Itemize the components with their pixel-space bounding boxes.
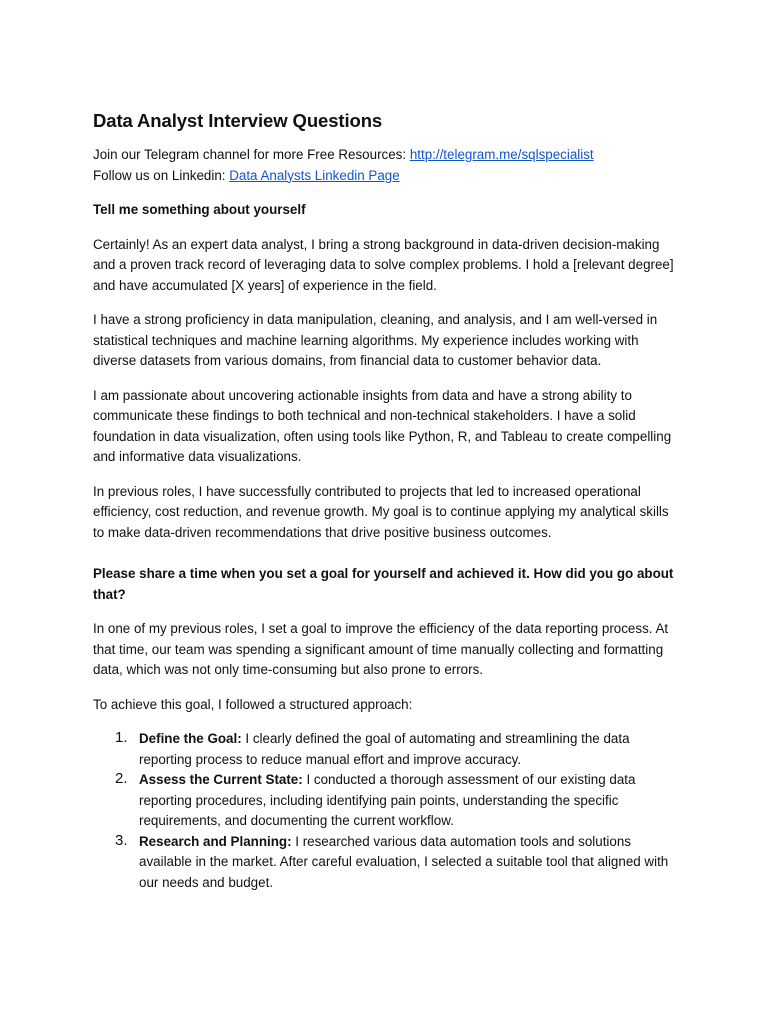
approach-steps-list (93, 729, 683, 893)
step-number: 2. (115, 770, 128, 787)
telegram-line (93, 145, 683, 166)
question-2-paragraph: In one of my previous roles, I set a goal to improve the efficiency of the data reporting process. At that time, our team was spending a significant amount of time manually collecting and formatting data, which was not only time-consuming but also prone to errors. (93, 621, 669, 677)
question-2-paragraph: To achieve this goal, I followed a structured approach: (93, 696, 413, 712)
step-number: 3. (115, 831, 128, 849)
linkedin-link[interactable]: Data Analysts Linkedin Page (229, 167, 400, 183)
list-item (93, 729, 683, 770)
linkedin-line (93, 166, 683, 187)
step-label: Define the Goal: (139, 731, 242, 746)
step-number: 1. (115, 729, 128, 746)
question-1-paragraph: Certainly! As an expert data analyst, I bring a strong background in data-driven decision-making and a proven track record of leveraging data to solve complex problems. I hold a [relevant degree] and have accumulated [X years] of experience in the field. (93, 236, 674, 293)
step-text: I conducted a thorough assessment of our existing data reporting procedures, including identifying pain points, understanding the specific requirements, and documenting the current workflow. (139, 772, 636, 828)
step-text: I clearly defined the goal of automating and streamlining the data reporting process to reduce manual effort and improve accuracy. (139, 731, 630, 767)
telegram-prefix: Join our Telegram channel for more Free Resources: (93, 147, 410, 162)
step-label: Research and Planning: (139, 833, 292, 849)
question-1-paragraph: I am passionate about uncovering actionable insights from data and have a strong ability to communicate these findings to both technical and non-technical stakeholders. I have a solid foundation in data visualization, often using tools like Python, R, and Tableau to create compelling and informative data visualizations. (93, 387, 672, 464)
document-page (93, 108, 683, 893)
question-1-heading: Tell me something about yourself (93, 202, 306, 217)
list-item (93, 770, 683, 832)
document-title: Data Analyst Interview Questions (93, 110, 383, 131)
telegram-link[interactable]: http://telegram.me/sqlspecialist (409, 147, 594, 162)
linkedin-prefix: Follow us on Linkedin: (93, 167, 230, 183)
question-2-heading: Please share a time when you set a goal for yourself and achieved it. How did you go about that? (93, 566, 674, 602)
question-1-paragraph: In previous roles, I have successfully contributed to projects that led to increased operational efficiency, cost reduction, and revenue growth. My goal is to continue applying my analytical skills to make data-driven recommendations that drive positive business outcomes. (93, 483, 669, 540)
step-label: Assess the Current State: (139, 772, 303, 787)
step-text: I researched various data automation tools and solutions available in the market. After careful evaluation, I selected a suitable tool that aligned with our needs and budget. (139, 833, 669, 890)
question-1-paragraph: I have a strong proficiency in data manipulation, cleaning, and analysis, and I am well-versed in statistical techniques and machine learning algorithms. My experience includes working with diverse datasets from various domains, from financial data to customer behavior data. (93, 312, 658, 368)
list-item (93, 832, 683, 894)
